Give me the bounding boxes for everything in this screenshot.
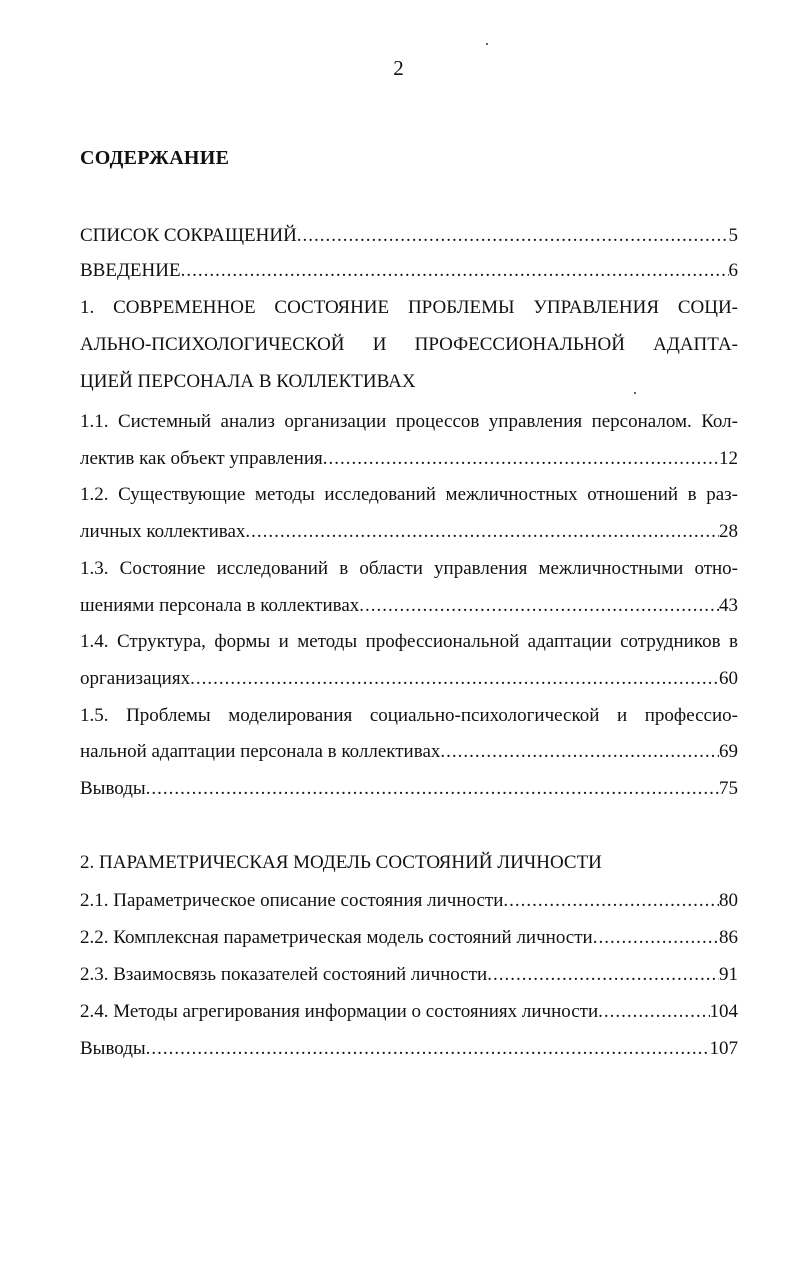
toc-page-number: 69	[719, 741, 738, 762]
toc-entry-1-1-line1[interactable]: 1.1. Системный анализ организации процессов управления персоналом. Кол-	[80, 411, 738, 432]
toc-entry-abbrev[interactable]: СПИСОК СОКРАЩЕНИЙ ..... 5	[80, 218, 738, 254]
toc-page-number: 6	[728, 260, 738, 281]
toc-page-number: 12	[719, 448, 738, 469]
toc-entry-chapter-1-conclusions[interactable]: Выводы ..... 75	[80, 771, 738, 807]
page-number: 2	[393, 56, 404, 80]
toc-entry-1-5-line2[interactable]: нальной адаптации персонала в коллективах ..... 69	[80, 734, 738, 770]
toc-entry-1-2-line1[interactable]: 1.2. Существующие методы исследований межличностных отношений в раз-	[80, 484, 738, 505]
toc-chapter-2-title[interactable]: 2. ПАРАМЕТРИЧЕСКАЯ МОДЕЛЬ СОСТОЯНИЙ ЛИЧНОСТИ	[80, 852, 602, 873]
toc-page-number: 60	[719, 668, 738, 689]
toc-entry-2-4[interactable]: 2.4. Методы агрегирования информации о состояниях личности ..... 104	[80, 994, 738, 1030]
toc-page-number: 43	[719, 595, 738, 616]
toc-chapter-1-line[interactable]: 1. СОВРЕМЕННОЕ СОСТОЯНИЕ ПРОБЛЕМЫ УПРАВЛЕНИЯ СОЦИ-	[80, 297, 738, 318]
toc-chapter-1-line[interactable]: ЦИЕЙ ПЕРСОНАЛА В КОЛЛЕКТИВАХ	[80, 371, 416, 392]
toc-entry-1-1-line2[interactable]: лектив как объект управления ..... 12	[80, 441, 738, 477]
toc-page-number: 104	[709, 1001, 738, 1022]
toc-heading: СОДЕРЖАНИЕ	[80, 147, 230, 169]
toc-page-number: 91	[719, 964, 738, 985]
toc-chapter-1-line[interactable]: АЛЬНО-ПСИХОЛОГИЧЕСКОЙ И ПРОФЕССИОНАЛЬНОЙ АДАПТА-	[80, 334, 738, 355]
toc-page-number: 86	[719, 927, 738, 948]
toc-entry-1-5-line1[interactable]: 1.5. Проблемы моделирования социально-психологической и профессио-	[80, 705, 738, 726]
scan-speck	[486, 43, 488, 45]
toc-entry-1-3-line2[interactable]: шениями персонала в коллективах ..... 43	[80, 588, 738, 624]
toc-entry-2-1[interactable]: 2.1. Параметрическое описание состояния личности ..... 80	[80, 883, 738, 919]
toc-entry-2-2[interactable]: 2.2. Комплексная параметрическая модель состояний личности ..... 86	[80, 920, 738, 956]
toc-entry-1-2-line2[interactable]: личных коллективах ..... 28	[80, 514, 738, 550]
toc-page-number: 28	[719, 521, 738, 542]
toc-entry-1-4-line1[interactable]: 1.4. Структура, формы и методы профессиональной адаптации сотрудников в	[80, 631, 738, 652]
toc-entry-chapter-2-conclusions[interactable]: Выводы ..... 107	[80, 1031, 738, 1067]
toc-page-number: 75	[719, 778, 738, 799]
toc-entry-1-3-line1[interactable]: 1.3. Состояние исследований в области управления межличностными отно-	[80, 558, 738, 579]
toc-entry-2-3[interactable]: 2.3. Взаимосвязь показателей состояний личности ..... 91	[80, 957, 738, 993]
toc-page-number: 5	[728, 225, 738, 246]
toc-page-number: 80	[719, 890, 738, 911]
toc-entry-intro[interactable]: ВВЕДЕНИЕ ..... 6	[80, 253, 738, 289]
toc-entry-1-4-line2[interactable]: организациях ..... 60	[80, 661, 738, 697]
toc-page-number: 107	[709, 1038, 738, 1059]
